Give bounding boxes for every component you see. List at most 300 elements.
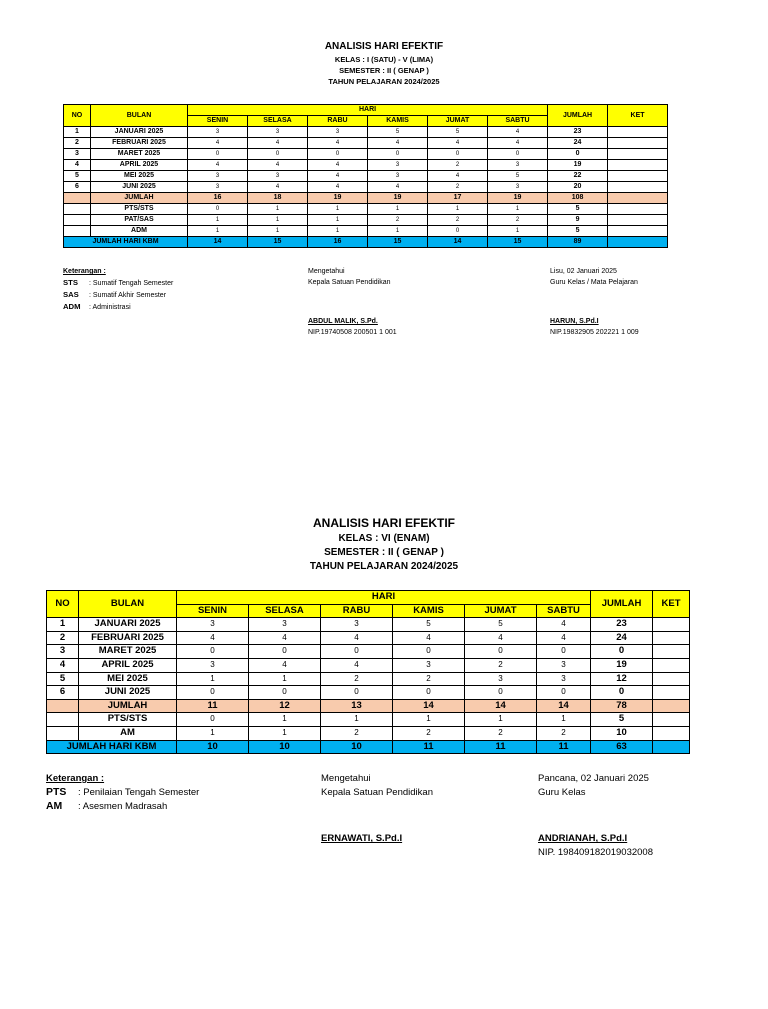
cell-jumlah: 5 — [591, 713, 653, 727]
note-abbr: ADM — [63, 302, 81, 311]
signature-principal — [308, 266, 397, 338]
cell-no: 1 — [64, 127, 91, 138]
cell-value: 2 — [393, 726, 465, 740]
keterangan-heading: Keterangan : — [63, 268, 106, 275]
doc-title: ANALISIS HARI EFEKTIF — [324, 41, 444, 52]
cell-value: 0 — [177, 686, 249, 700]
table-kbm-row — [47, 740, 690, 754]
cell-no — [64, 215, 91, 226]
cell-value: 3 — [393, 658, 465, 672]
cell-value: 0 — [177, 645, 249, 659]
cell-value: 19 — [308, 193, 368, 204]
cell-jumlah: 78 — [591, 699, 653, 713]
cell-jumlah: 20 — [548, 182, 608, 193]
cell-value: 1 — [177, 672, 249, 686]
cell-jumlah: 0 — [591, 686, 653, 700]
cell-value: 14 — [393, 699, 465, 713]
cell-ket — [653, 686, 690, 700]
sig-line2: Kepala Satuan Pendidikan — [321, 787, 433, 798]
cell-value: 4 — [177, 631, 249, 645]
cell-ket — [608, 237, 668, 248]
cell-value: 1 — [321, 713, 393, 727]
cell-value: 2 — [537, 726, 591, 740]
table-header-row — [64, 105, 668, 116]
cell-value: 0 — [308, 149, 368, 160]
cell-value: 10 — [321, 740, 393, 754]
cell-ket — [608, 171, 668, 182]
cell-value: 1 — [249, 672, 321, 686]
cell-value: 4 — [393, 631, 465, 645]
cell-value: 4 — [249, 658, 321, 672]
header-jumlah: JUMLAH — [591, 591, 653, 618]
sig-line1: Pancana, 02 Januari 2025 — [538, 773, 649, 784]
cell-value: 16 — [188, 193, 248, 204]
cell-value: 3 — [177, 658, 249, 672]
cell-bulan: MEI 2025 — [79, 672, 177, 686]
cell-value: 0 — [537, 645, 591, 659]
cell-value: 5 — [393, 618, 465, 632]
cell-value: 1 — [177, 726, 249, 740]
cell-value: 14 — [537, 699, 591, 713]
cell-jumlah: 89 — [548, 237, 608, 248]
cell-bulan: JANUARI 2025 — [79, 618, 177, 632]
cell-value: 4 — [488, 127, 548, 138]
cell-value: 4 — [465, 631, 537, 645]
header-day: SENIN — [177, 604, 249, 618]
cell-value: 3 — [537, 672, 591, 686]
cell-value: 0 — [321, 686, 393, 700]
cell-ket — [608, 204, 668, 215]
header-day: RABU — [308, 116, 368, 127]
effective-days-table — [46, 590, 690, 754]
cell-jumlah: 63 — [591, 740, 653, 754]
cell-value: 2 — [321, 726, 393, 740]
cell-value: 4 — [428, 138, 488, 149]
header-ket: KET — [653, 591, 690, 618]
cell-value: 0 — [393, 645, 465, 659]
cell-value: 1 — [188, 226, 248, 237]
cell-value: 1 — [249, 713, 321, 727]
cell-value: 0 — [488, 149, 548, 160]
doc-title: ANALISIS HARI EFEKTIF — [312, 516, 455, 530]
cell-value: 14 — [188, 237, 248, 248]
cell-value: 4 — [368, 138, 428, 149]
note-abbr: STS — [63, 278, 78, 287]
cell-value: 4 — [488, 138, 548, 149]
note-item — [46, 800, 199, 814]
cell-value: 0 — [428, 149, 488, 160]
table-row — [64, 204, 668, 215]
cell-jumlah: 10 — [591, 726, 653, 740]
cell-no: 5 — [47, 672, 79, 686]
cell-label: ADM — [91, 226, 188, 237]
cell-value: 3 — [368, 171, 428, 182]
cell-value: 10 — [249, 740, 321, 754]
cell-value: 5 — [465, 618, 537, 632]
sig-line2: Guru Kelas / Mata Pelajaran — [550, 279, 638, 286]
cell-bulan: APRIL 2025 — [79, 658, 177, 672]
cell-label: JUMLAH HARI KBM — [64, 237, 188, 248]
cell-value: 11 — [177, 699, 249, 713]
document-kelas-1-5 — [0, 40, 768, 336]
cell-ket — [653, 672, 690, 686]
table-header-row — [47, 591, 690, 605]
cell-value: 1 — [308, 226, 368, 237]
cell-no: 3 — [47, 645, 79, 659]
cell-bulan: JUNI 2025 — [79, 686, 177, 700]
cell-value: 1 — [368, 226, 428, 237]
sig-line1: Mengetahui — [321, 773, 371, 784]
cell-no — [47, 699, 79, 713]
header-ket: KET — [608, 105, 668, 127]
cell-value: 3 — [488, 160, 548, 171]
cell-label: PTS/STS — [79, 713, 177, 727]
cell-ket — [653, 645, 690, 659]
cell-ket — [608, 182, 668, 193]
cell-value: 4 — [308, 182, 368, 193]
cell-label: JUMLAH — [91, 193, 188, 204]
header-day: SABTU — [537, 604, 591, 618]
note-text: : Sumatif Tengah Semester — [89, 280, 174, 287]
cell-value: 13 — [321, 699, 393, 713]
header-bulan: BULAN — [91, 105, 188, 127]
note-text: : Administrasi — [89, 304, 131, 311]
cell-value: 2 — [465, 726, 537, 740]
cell-value: 2 — [321, 672, 393, 686]
cell-value: 4 — [249, 631, 321, 645]
table-row — [64, 138, 668, 149]
table-row — [47, 672, 690, 686]
header-hari: HARI — [188, 105, 548, 116]
cell-value: 5 — [488, 171, 548, 182]
cell-value: 1 — [248, 215, 308, 226]
cell-jumlah: 22 — [548, 171, 608, 182]
cell-value: 0 — [249, 686, 321, 700]
cell-value: 0 — [248, 149, 308, 160]
cell-value: 11 — [537, 740, 591, 754]
header-hari: HARI — [177, 591, 591, 605]
header-jumlah: JUMLAH — [548, 105, 608, 127]
note-item — [63, 289, 173, 301]
cell-ket — [653, 658, 690, 672]
sig-name: HARUN, S.Pd.I — [550, 318, 599, 325]
cell-value: 0 — [249, 645, 321, 659]
table-row — [47, 686, 690, 700]
cell-ket — [608, 193, 668, 204]
cell-jumlah: 0 — [591, 645, 653, 659]
cell-value: 3 — [537, 658, 591, 672]
sig-line1: Lisu, 02 Januari 2025 — [550, 268, 617, 275]
cell-label: AM — [79, 726, 177, 740]
cell-ket — [653, 740, 690, 754]
cell-value: 4 — [308, 138, 368, 149]
table-row — [64, 127, 668, 138]
cell-value: 2 — [428, 215, 488, 226]
legend-notes — [46, 772, 199, 814]
cell-value: 0 — [465, 645, 537, 659]
cell-no: 2 — [47, 631, 79, 645]
cell-value: 4 — [308, 171, 368, 182]
cell-value: 4 — [188, 160, 248, 171]
table-row — [64, 182, 668, 193]
note-text: : Penilaian Tengah Semester — [78, 787, 200, 798]
header-day: SELASA — [248, 116, 308, 127]
cell-value: 3 — [248, 127, 308, 138]
cell-value: 19 — [488, 193, 548, 204]
cell-value: 3 — [188, 182, 248, 193]
header-day: SABTU — [488, 116, 548, 127]
cell-no: 4 — [64, 160, 91, 171]
cell-value: 1 — [488, 226, 548, 237]
cell-value: 3 — [308, 127, 368, 138]
cell-value: 1 — [249, 726, 321, 740]
cell-value: 3 — [188, 171, 248, 182]
cell-value: 0 — [393, 686, 465, 700]
cell-ket — [608, 215, 668, 226]
cell-value: 0 — [368, 149, 428, 160]
cell-jumlah: 0 — [548, 149, 608, 160]
table-row — [47, 658, 690, 672]
cell-jumlah: 5 — [548, 204, 608, 215]
cell-value: 1 — [428, 204, 488, 215]
table-total-row — [47, 699, 690, 713]
cell-value: 2 — [368, 215, 428, 226]
cell-ket — [653, 726, 690, 740]
table-row — [47, 645, 690, 659]
cell-value: 3 — [488, 182, 548, 193]
table-row — [64, 160, 668, 171]
table-row — [64, 171, 668, 182]
cell-no — [64, 193, 91, 204]
cell-label: JUMLAH HARI KBM — [47, 740, 177, 754]
cell-jumlah: 23 — [548, 127, 608, 138]
header-day: KAMIS — [393, 604, 465, 618]
header-day: SENIN — [188, 116, 248, 127]
cell-value: 4 — [321, 631, 393, 645]
note-item — [63, 301, 173, 313]
cell-value: 3 — [249, 618, 321, 632]
table-row — [47, 631, 690, 645]
doc-tahun: TAHUN PELAJARAN 2024/2025 — [328, 77, 440, 86]
cell-no: 6 — [47, 686, 79, 700]
table-row — [47, 618, 690, 632]
note-text: : Sumatif Akhir Semester — [89, 292, 167, 299]
cell-no — [64, 226, 91, 237]
cell-no: 3 — [64, 149, 91, 160]
cell-value: 3 — [177, 618, 249, 632]
doc-kelas: KELAS : VI (ENAM) — [338, 533, 430, 544]
cell-ket — [608, 127, 668, 138]
legend-notes — [63, 266, 173, 313]
cell-value: 0 — [188, 204, 248, 215]
cell-jumlah: 12 — [591, 672, 653, 686]
cell-ket — [608, 138, 668, 149]
cell-value: 0 — [465, 686, 537, 700]
cell-value: 2 — [488, 215, 548, 226]
sig-name: ABDUL MALIK, S.Pd. — [308, 318, 378, 325]
keterangan-heading: Keterangan : — [46, 773, 105, 784]
cell-jumlah: 24 — [548, 138, 608, 149]
header-no: NO — [47, 591, 79, 618]
note-text: : Asesmen Madrasah — [78, 801, 168, 812]
cell-value: 0 — [537, 686, 591, 700]
cell-bulan: APRIL 2025 — [91, 160, 188, 171]
sig-name: ANDRIANAH, S.Pd.I — [538, 833, 628, 844]
sig-nip: NIP.19832905 202221 1 009 — [550, 329, 639, 336]
cell-ket — [653, 699, 690, 713]
cell-no: 2 — [64, 138, 91, 149]
cell-value: 4 — [248, 160, 308, 171]
cell-bulan: FEBRUARI 2025 — [79, 631, 177, 645]
doc-semester: SEMESTER : II ( GENAP ) — [324, 547, 444, 558]
header-day: JUMAT — [465, 604, 537, 618]
cell-value: 1 — [308, 215, 368, 226]
cell-value: 5 — [368, 127, 428, 138]
cell-value: 3 — [188, 127, 248, 138]
header-day: RABU — [321, 604, 393, 618]
cell-value: 0 — [428, 226, 488, 237]
cell-value: 4 — [308, 160, 368, 171]
cell-jumlah: 19 — [591, 658, 653, 672]
cell-value: 1 — [308, 204, 368, 215]
cell-no: 5 — [64, 171, 91, 182]
cell-value: 4 — [248, 182, 308, 193]
cell-bulan: JANUARI 2025 — [91, 127, 188, 138]
note-abbr: AM — [46, 801, 63, 812]
cell-value: 3 — [465, 672, 537, 686]
cell-jumlah: 19 — [548, 160, 608, 171]
cell-value: 1 — [248, 226, 308, 237]
sig-line1: Mengetahui — [308, 268, 345, 275]
signature-teacher — [550, 266, 639, 338]
cell-ket — [653, 631, 690, 645]
cell-value: 10 — [177, 740, 249, 754]
cell-value: 19 — [368, 193, 428, 204]
cell-value: 17 — [428, 193, 488, 204]
cell-value: 15 — [488, 237, 548, 248]
cell-value: 12 — [249, 699, 321, 713]
header-day: KAMIS — [368, 116, 428, 127]
cell-value: 11 — [465, 740, 537, 754]
cell-ket — [608, 160, 668, 171]
cell-bulan: MEI 2025 — [91, 171, 188, 182]
cell-label: PAT/SAS — [91, 215, 188, 226]
cell-value: 0 — [321, 645, 393, 659]
cell-value: 15 — [248, 237, 308, 248]
cell-label: PTS/STS — [91, 204, 188, 215]
cell-value: 3 — [321, 618, 393, 632]
cell-no — [47, 713, 79, 727]
signature-principal — [321, 772, 433, 846]
cell-bulan: MARET 2025 — [79, 645, 177, 659]
cell-jumlah: 108 — [548, 193, 608, 204]
sig-nip: NIP.19740508 200501 1 001 — [308, 329, 397, 336]
sig-nip: NIP. 198409182019032008 — [538, 847, 653, 858]
cell-value: 11 — [393, 740, 465, 754]
cell-value: 1 — [537, 713, 591, 727]
sig-name: ERNAWATI, S.Pd.I — [321, 833, 403, 844]
cell-value: 4 — [537, 631, 591, 645]
cell-ket — [608, 149, 668, 160]
cell-bulan: JUNI 2025 — [91, 182, 188, 193]
cell-value: 2 — [428, 160, 488, 171]
note-abbr: SAS — [63, 290, 79, 299]
cell-value: 3 — [248, 171, 308, 182]
cell-value: 1 — [188, 215, 248, 226]
cell-value: 5 — [428, 127, 488, 138]
doc-kelas: KELAS : I (SATU) - V (LIMA) — [334, 55, 434, 64]
table-kbm-row — [64, 237, 668, 248]
signature-teacher — [538, 772, 653, 860]
cell-value: 14 — [465, 699, 537, 713]
document-kelas-6 — [0, 515, 768, 858]
cell-value: 1 — [248, 204, 308, 215]
cell-value: 0 — [177, 713, 249, 727]
sig-line2: Guru Kelas — [538, 787, 586, 798]
cell-value: 4 — [537, 618, 591, 632]
note-item — [46, 786, 199, 800]
cell-label: JUMLAH — [79, 699, 177, 713]
cell-jumlah: 23 — [591, 618, 653, 632]
cell-value: 4 — [321, 658, 393, 672]
cell-value: 18 — [248, 193, 308, 204]
cell-value: 0 — [188, 149, 248, 160]
cell-value: 4 — [188, 138, 248, 149]
note-item — [63, 277, 173, 289]
cell-value: 1 — [465, 713, 537, 727]
table-row — [47, 726, 690, 740]
cell-ket — [653, 713, 690, 727]
cell-no — [64, 204, 91, 215]
title-block — [0, 515, 768, 574]
table-row — [64, 149, 668, 160]
table-row — [47, 713, 690, 727]
cell-no: 6 — [64, 182, 91, 193]
effective-days-table — [63, 104, 668, 248]
table-row — [64, 215, 668, 226]
doc-tahun: TAHUN PELAJARAN 2024/2025 — [309, 561, 459, 572]
table-total-row — [64, 193, 668, 204]
cell-value: 16 — [308, 237, 368, 248]
cell-ket — [608, 226, 668, 237]
title-block — [0, 40, 768, 87]
cell-value: 15 — [368, 237, 428, 248]
cell-value: 3 — [368, 160, 428, 171]
cell-value: 14 — [428, 237, 488, 248]
doc-semester: SEMESTER : II ( GENAP ) — [339, 66, 429, 75]
header-no: NO — [64, 105, 91, 127]
cell-no: 1 — [47, 618, 79, 632]
cell-jumlah: 9 — [548, 215, 608, 226]
header-day: SELASA — [249, 604, 321, 618]
cell-value: 4 — [428, 171, 488, 182]
cell-value: 1 — [368, 204, 428, 215]
cell-value: 2 — [465, 658, 537, 672]
cell-ket — [653, 618, 690, 632]
cell-no: 4 — [47, 658, 79, 672]
header-bulan: BULAN — [79, 591, 177, 618]
cell-bulan: FEBRUARI 2025 — [91, 138, 188, 149]
header-day: JUMAT — [428, 116, 488, 127]
cell-value: 2 — [393, 672, 465, 686]
note-abbr: PTS — [46, 787, 67, 798]
cell-jumlah: 5 — [548, 226, 608, 237]
cell-no — [47, 726, 79, 740]
cell-value: 4 — [368, 182, 428, 193]
cell-value: 2 — [428, 182, 488, 193]
cell-jumlah: 24 — [591, 631, 653, 645]
cell-bulan: MARET 2025 — [91, 149, 188, 160]
